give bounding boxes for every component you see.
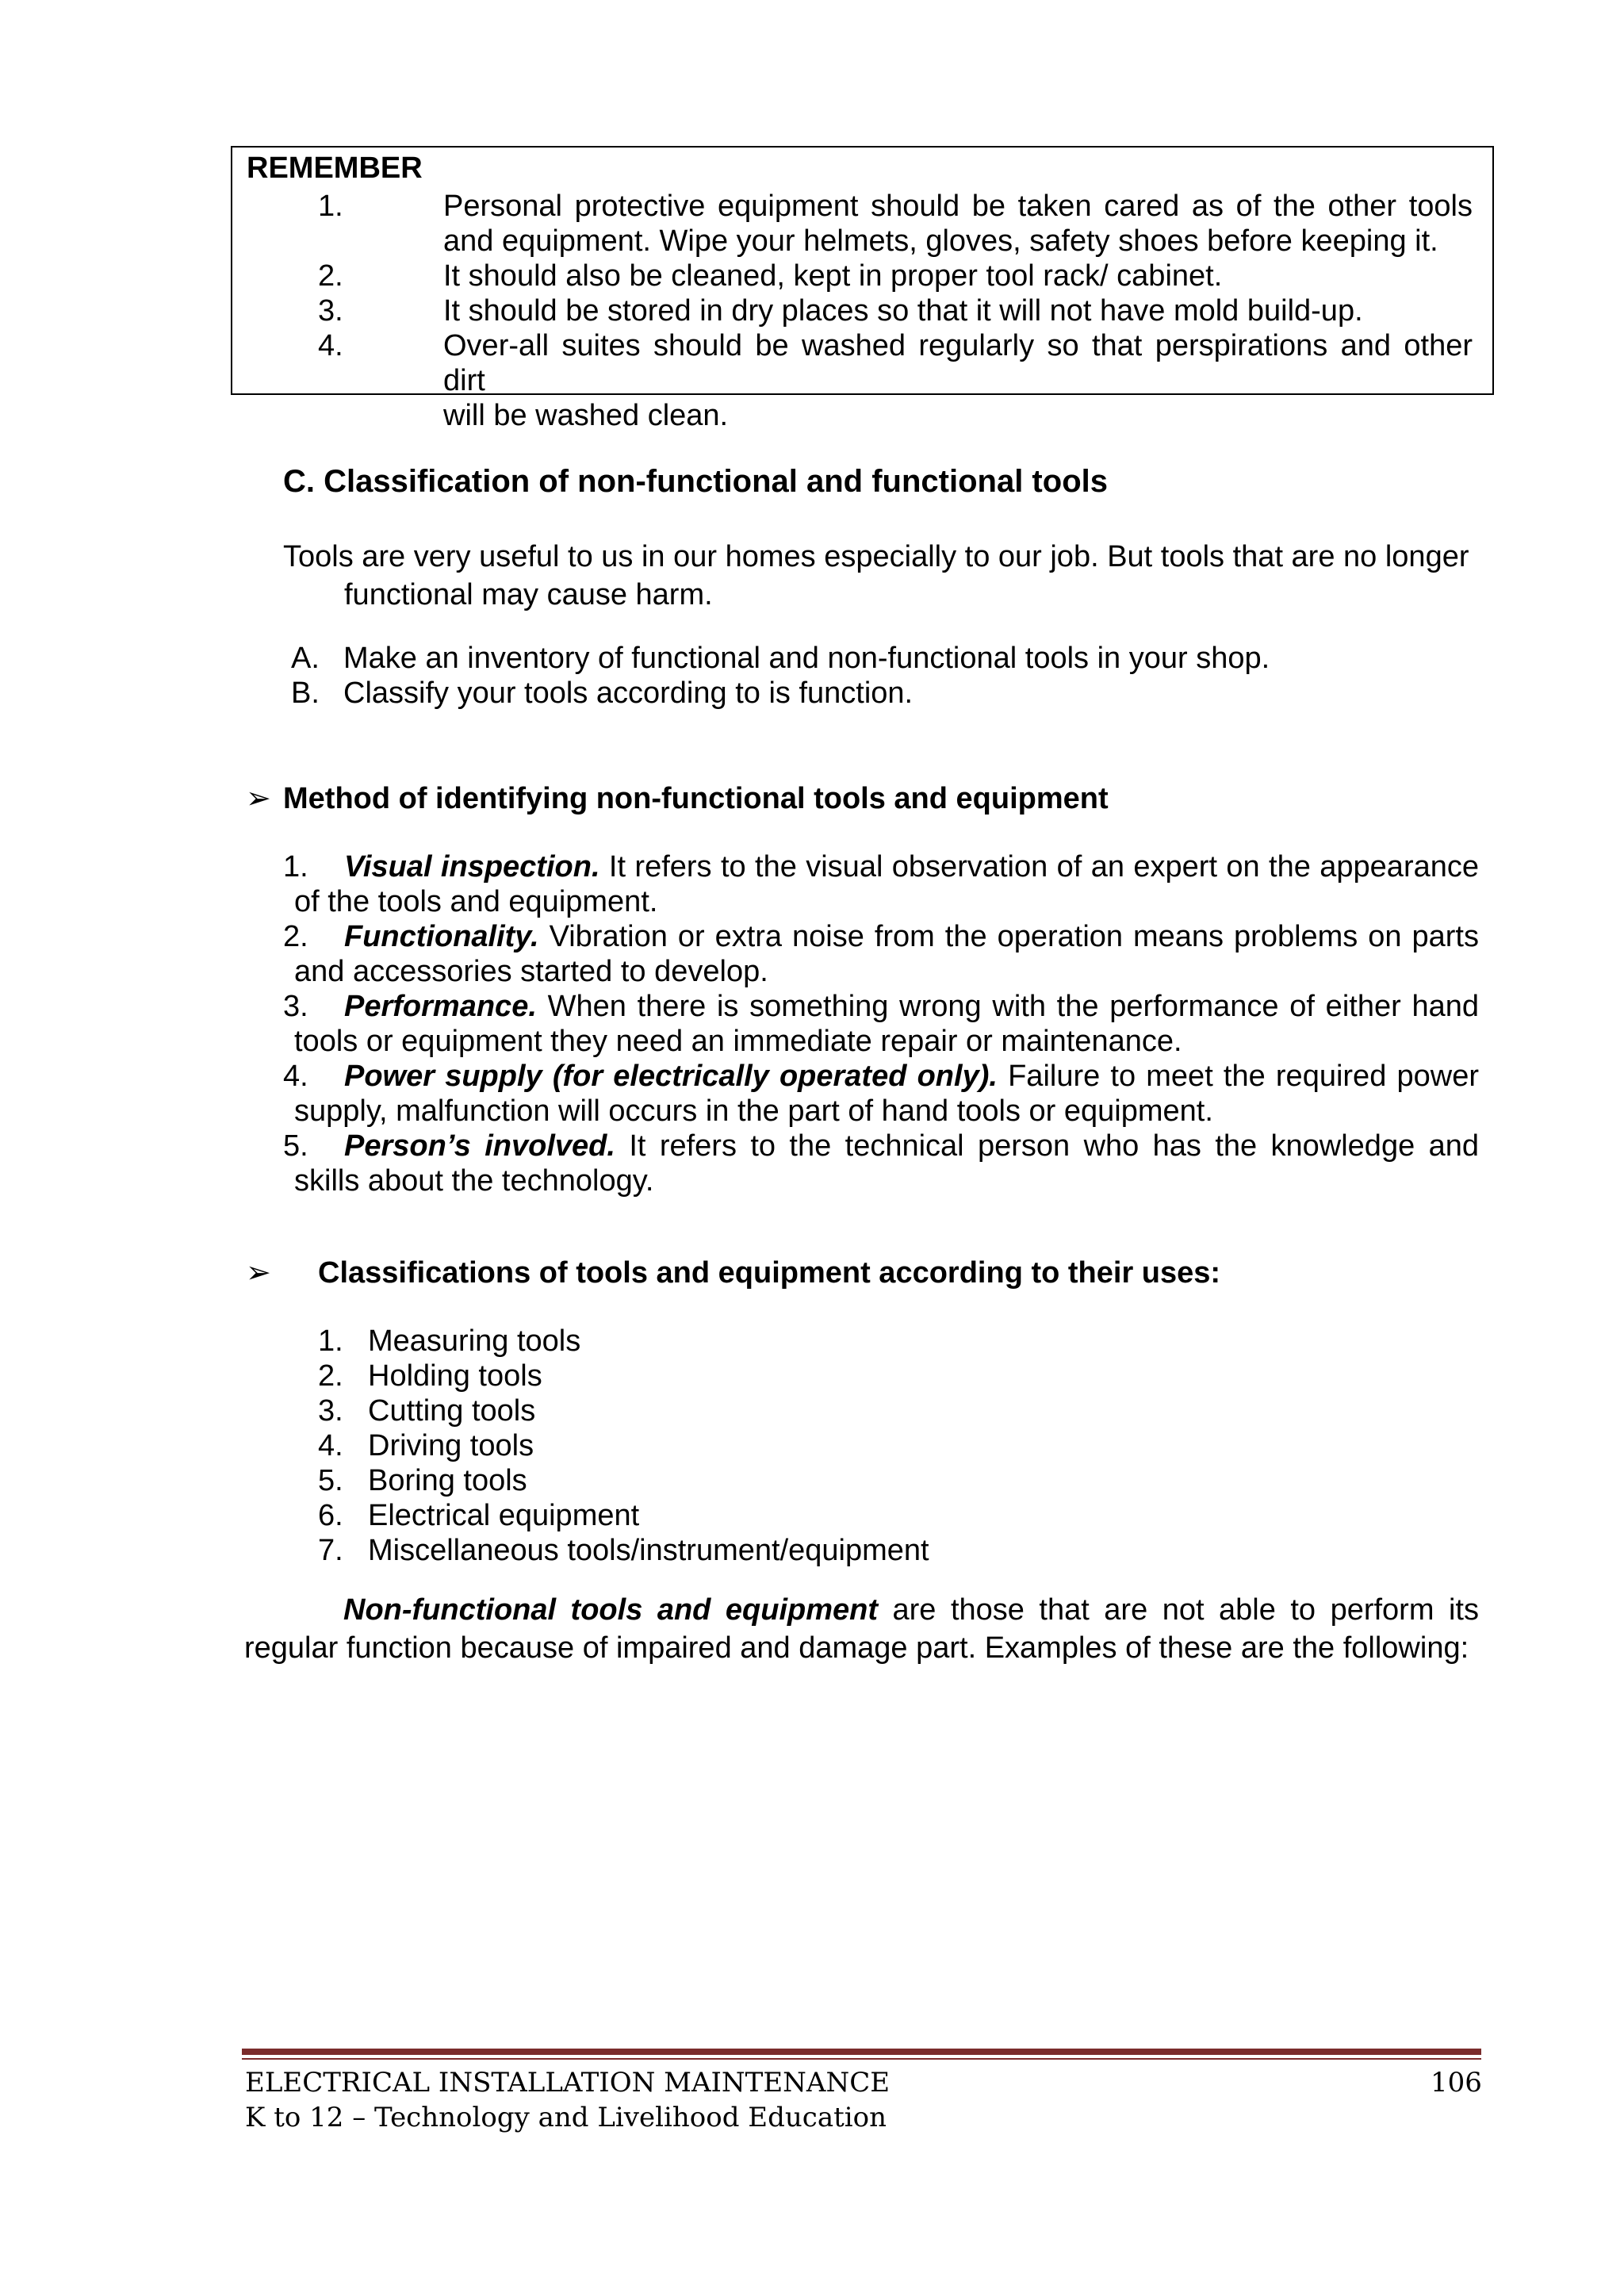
remember-box <box>231 146 1494 432</box>
use-item: 6. Electrical equipment <box>318 1499 640 1532</box>
footer-title: ELECTRICAL INSTALLATION MAINTENANCE <box>245 2067 891 2099</box>
method-number: 3. <box>283 990 308 1023</box>
task-text: Classify your tools according to is function. <box>343 677 914 710</box>
remember-item-text: It should also be cleaned, kept in proper tool rack/ cabinet. <box>443 259 1223 293</box>
remember-title: REMEMBER <box>247 151 423 185</box>
footer-rule <box>242 2049 1481 2055</box>
remember-item-number: 2. <box>318 259 343 293</box>
method-term: Visual inspection. <box>344 850 600 884</box>
method-number: 5. <box>283 1129 308 1163</box>
intro-paragraph: Tools are very useful to us in our homes especially to our job. But tools that are no longer functional may cause harm. <box>283 540 1469 611</box>
nonfunctional-term: Non-functional tools and equipment <box>343 1593 879 1627</box>
method-number: 4. <box>283 1060 308 1093</box>
remember-item-number: 4. <box>318 329 343 362</box>
use-item: 5. Boring tools <box>318 1464 527 1497</box>
nonfunctional-paragraph: Non-functional tools and equipment are those that are not able to perform its regular function because of impaired and damage part. Examples of these are the following: <box>244 1593 1479 1665</box>
method-term: Person’s involved. <box>344 1129 615 1163</box>
task-label: B. <box>291 677 320 710</box>
use-item: 3. Cutting tools <box>318 1394 536 1428</box>
task-item <box>291 676 913 711</box>
page-number: 106 <box>1431 2067 1482 2099</box>
remember-item-text: It should be stored in dry places so that it will not have mold build-up. <box>443 294 1363 328</box>
remember-item-text: Over-all suites should be washed regularly so that perspirations and other dirt will be washed clean. <box>443 329 1473 432</box>
use-item: 4. Driving tools <box>318 1429 534 1462</box>
task-item <box>291 641 1270 676</box>
task-label: A. <box>291 642 320 675</box>
methods-bullet-arrow-icon: ➢ <box>246 782 271 815</box>
method-term: Performance. <box>344 990 537 1023</box>
remember-item-text: Personal protective equipment should be taken cared as of the other tools and equipment. Wipe your helmets, gloves, safety shoes before keeping it. <box>443 190 1473 258</box>
method-number: 1. <box>283 850 308 884</box>
remember-item-number: 3. <box>318 294 343 328</box>
section-heading: C. Classification of non-functional and functional tools <box>283 464 1108 499</box>
uses-bullet-arrow-icon: ➢ <box>246 1256 271 1290</box>
footer-rule-thin <box>242 2058 1481 2060</box>
uses-heading: Classifications of tools and equipment according to their uses: <box>318 1256 1221 1290</box>
method-number: 2. <box>283 920 308 953</box>
task-text: Make an inventory of functional and non-functional tools in your shop. <box>343 642 1270 675</box>
use-item: 2. Holding tools <box>318 1359 542 1393</box>
remember-item-number: 1. <box>318 190 343 223</box>
use-item: 7. Miscellaneous tools/instrument/equipment <box>318 1534 929 1567</box>
method-term: Functionality. <box>344 920 539 953</box>
methods-heading: Method of identifying non-functional tools and equipment <box>283 782 1109 815</box>
footer-subtitle: K to 12 – Technology and Livelihood Education <box>245 2102 887 2133</box>
method-term: Power supply (for electrically operated only). <box>344 1060 998 1093</box>
use-item: 1. Measuring tools <box>318 1324 581 1358</box>
